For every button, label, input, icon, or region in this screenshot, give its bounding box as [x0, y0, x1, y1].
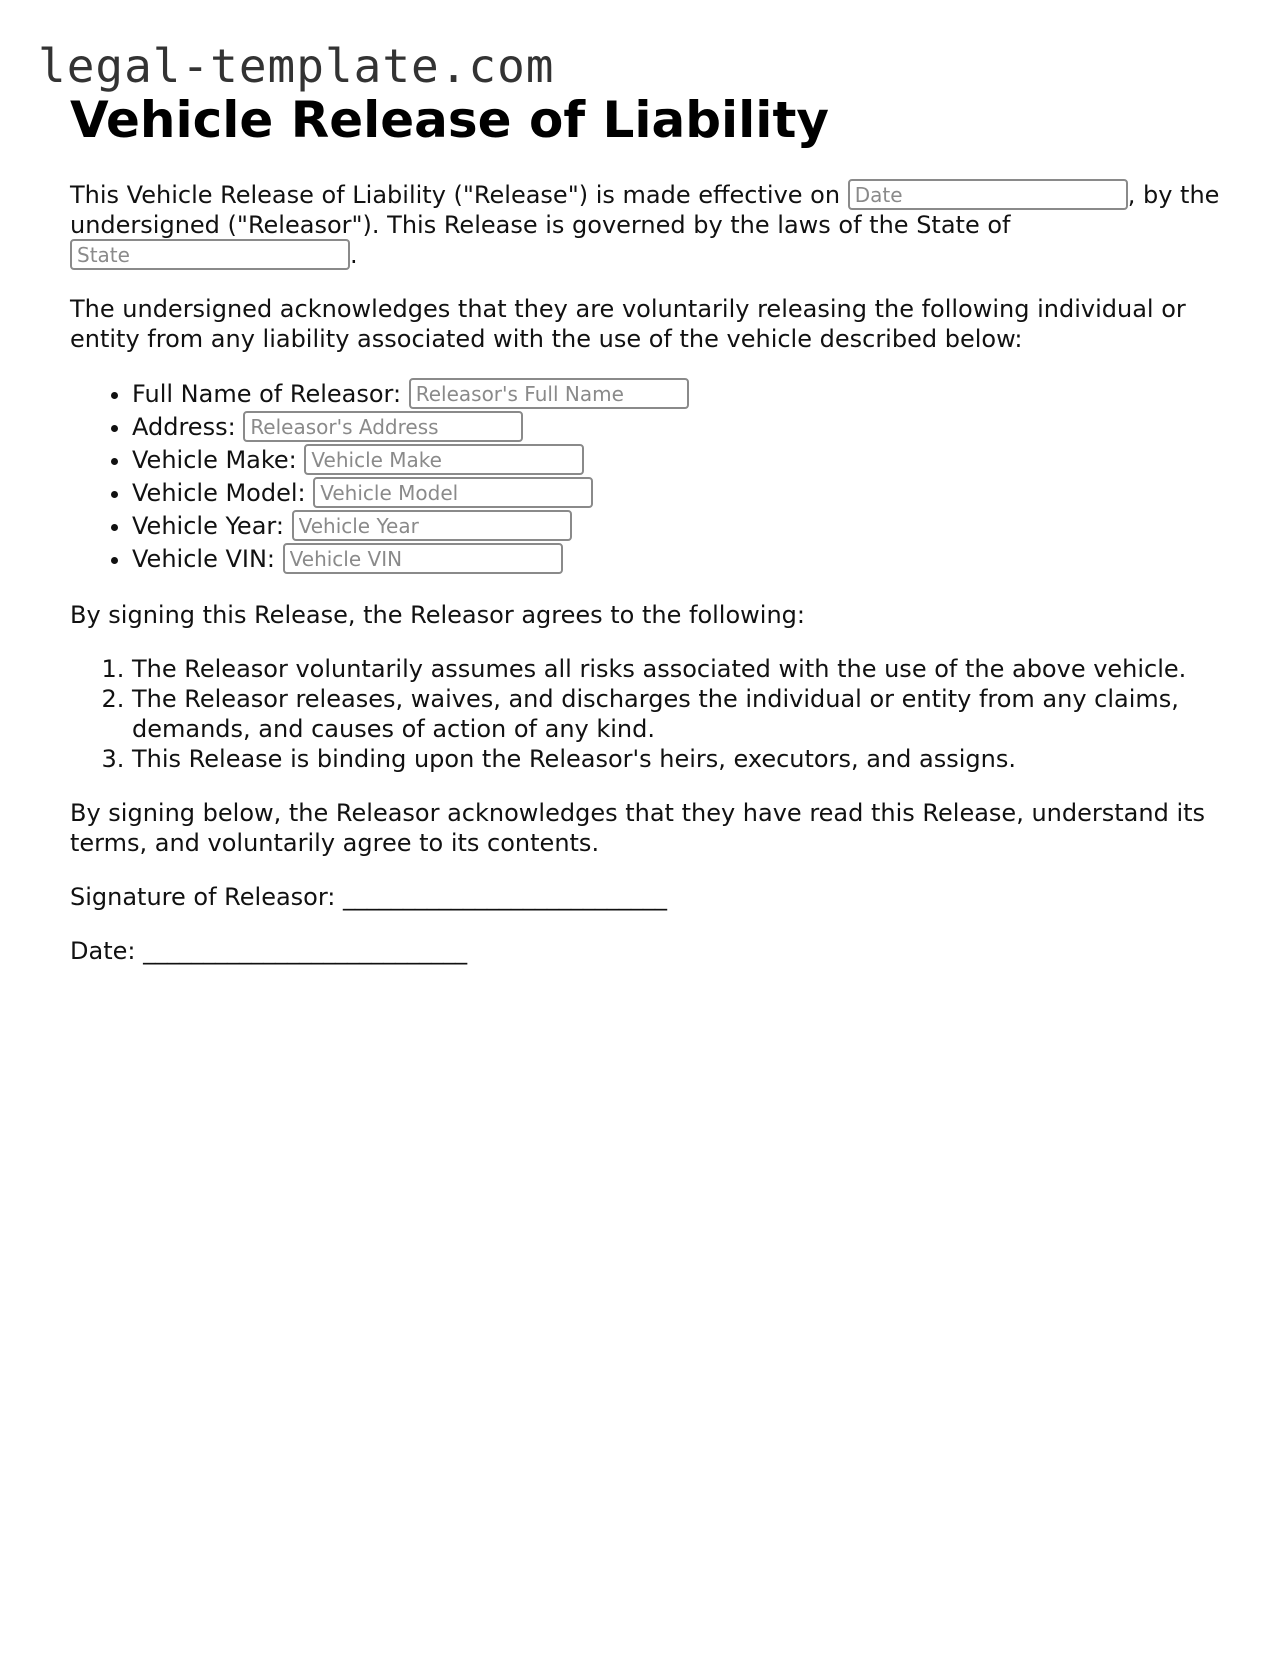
- date-label: Date:: [70, 937, 136, 965]
- term-item: 2. The Releasor releases, waives, and discharges the individual or entity from any claims, demands, and causes of action of any kind.: [132, 684, 1220, 744]
- closing-paragraph: By signing below, the Releasor acknowledges that they have read this Release, understand its terms, and voluntarily agree to its contents.: [70, 799, 1206, 857]
- site-watermark: legal-template.com: [38, 39, 555, 93]
- vehicle-model-input[interactable]: [313, 477, 593, 508]
- vehicle-vin-label: Vehicle VIN:: [132, 545, 275, 573]
- address-input[interactable]: [243, 411, 523, 442]
- agreement-intro: By signing this Release, the Releasor agrees to the following:: [70, 601, 805, 629]
- intro-text-end: .: [350, 241, 358, 269]
- vehicle-details-list: [70, 378, 1220, 576]
- document-title: Vehicle Release of Liability: [70, 91, 829, 149]
- intro-text-before-date: This Vehicle Release of Liability ("Release") is made effective on: [70, 181, 848, 209]
- releasor-name-input[interactable]: [409, 378, 689, 409]
- date-line: [70, 936, 1220, 966]
- term-item: 1. The Releasor voluntarily assumes all risks associated with the use of the above vehicle.: [132, 654, 1220, 684]
- date-input[interactable]: [848, 179, 1128, 210]
- list-item-vehicle-vin: [132, 543, 1220, 576]
- list-item-releasor-name: [132, 378, 1220, 411]
- signature-blank: ___________________________: [343, 883, 668, 911]
- signature-label: Signature of Releasor:: [70, 883, 336, 911]
- term-item: 3. This Release is binding upon the Releasor's heirs, executors, and assigns.: [132, 744, 1220, 774]
- document: [70, 86, 1220, 990]
- vehicle-vin-input[interactable]: [283, 543, 563, 574]
- list-item-vehicle-year: [132, 510, 1220, 543]
- intro-text-after-date: , by the undersigned ("Releasor"). This Release is governed by the laws of the State of: [70, 181, 1220, 239]
- vehicle-model-label: Vehicle Model:: [132, 479, 306, 507]
- list-item-vehicle-make: [132, 444, 1220, 477]
- list-item-address: [132, 411, 1220, 444]
- vehicle-year-label: Vehicle Year:: [132, 512, 284, 540]
- state-input[interactable]: [70, 239, 350, 270]
- date-blank: ___________________________: [143, 937, 468, 965]
- intro-paragraph: [70, 180, 1220, 270]
- terms-list: [70, 654, 1220, 774]
- releasor-name-label: Full Name of Releasor:: [132, 380, 402, 408]
- vehicle-make-label: Vehicle Make:: [132, 446, 297, 474]
- list-item-vehicle-model: [132, 477, 1220, 510]
- signature-line: [70, 882, 1220, 912]
- address-label: Address:: [132, 413, 236, 441]
- vehicle-make-input[interactable]: [304, 444, 584, 475]
- acknowledgement-paragraph: The undersigned acknowledges that they are voluntarily releasing the following individual or entity from any liability associated with the use of the vehicle described below:: [70, 295, 1186, 353]
- vehicle-year-input[interactable]: [292, 510, 572, 541]
